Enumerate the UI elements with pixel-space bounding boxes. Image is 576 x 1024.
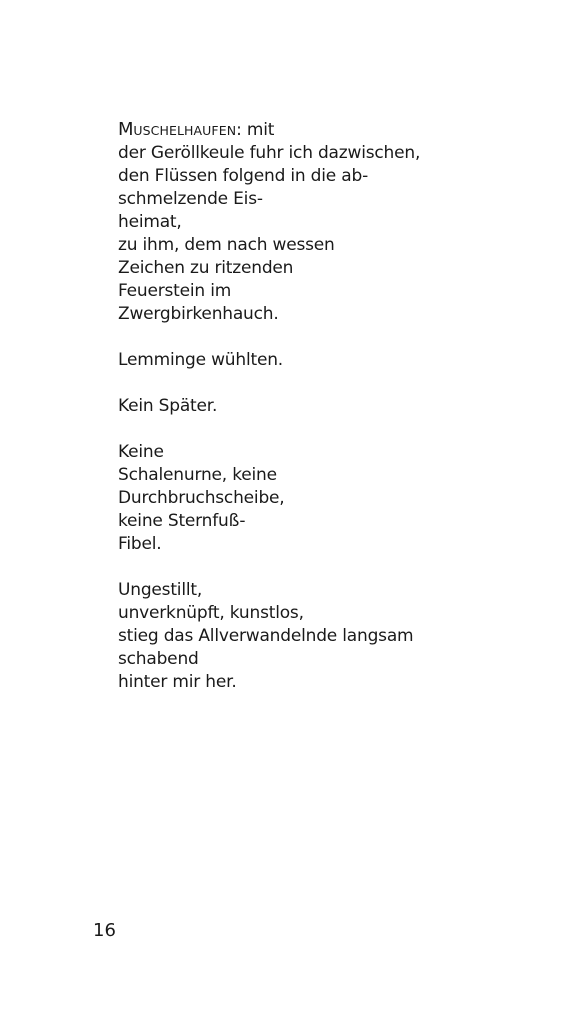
small-caps-keyword: USCHELHAUFEN [133,123,237,138]
poem-line: unverknüpft, kunstlos, [118,603,304,623]
poem-line: heimat, [118,212,182,232]
poem-line: der Geröllkeule fuhr ich dazwischen, [118,143,421,163]
poem-line: hinter mir her. [118,672,237,692]
stanza-2 [118,349,538,372]
poem-line: stieg das Allverwandelnde langsam [118,626,414,646]
poem-line: Keine [118,442,164,462]
poem-line: keine Sternfuß- [118,511,246,531]
stanza-3 [118,395,538,418]
poem-line: den Flüssen folgend in die ab- [118,166,369,186]
poem-line: Schalenurne, keine [118,465,277,485]
poem-line: Zwergbirkenhauch. [118,304,279,324]
page-number: 16 [93,920,116,941]
poem-line: Lemminge wühlten. [118,350,283,370]
poem-line: Kein Später. [118,396,218,416]
poem-line: Zeichen zu ritzenden [118,258,294,278]
stanza-1 [118,118,538,326]
poem-line: schabend [118,649,199,669]
poem [118,118,538,717]
poem-line: Durchbruchscheibe, [118,488,285,508]
small-caps-initial: M [118,119,134,140]
poem-line: schmelzende Eis- [118,189,263,209]
poem-line: zu ihm, dem nach wessen [118,235,335,255]
poem-line: Ungestillt, [118,580,203,600]
opening-tail: : mit [236,120,275,140]
poem-line: Feuerstein im [118,281,232,301]
poem-line: Fibel. [118,534,162,554]
stanza-4 [118,441,538,556]
poem-line-opening [118,118,538,142]
stanza-5 [118,579,538,694]
